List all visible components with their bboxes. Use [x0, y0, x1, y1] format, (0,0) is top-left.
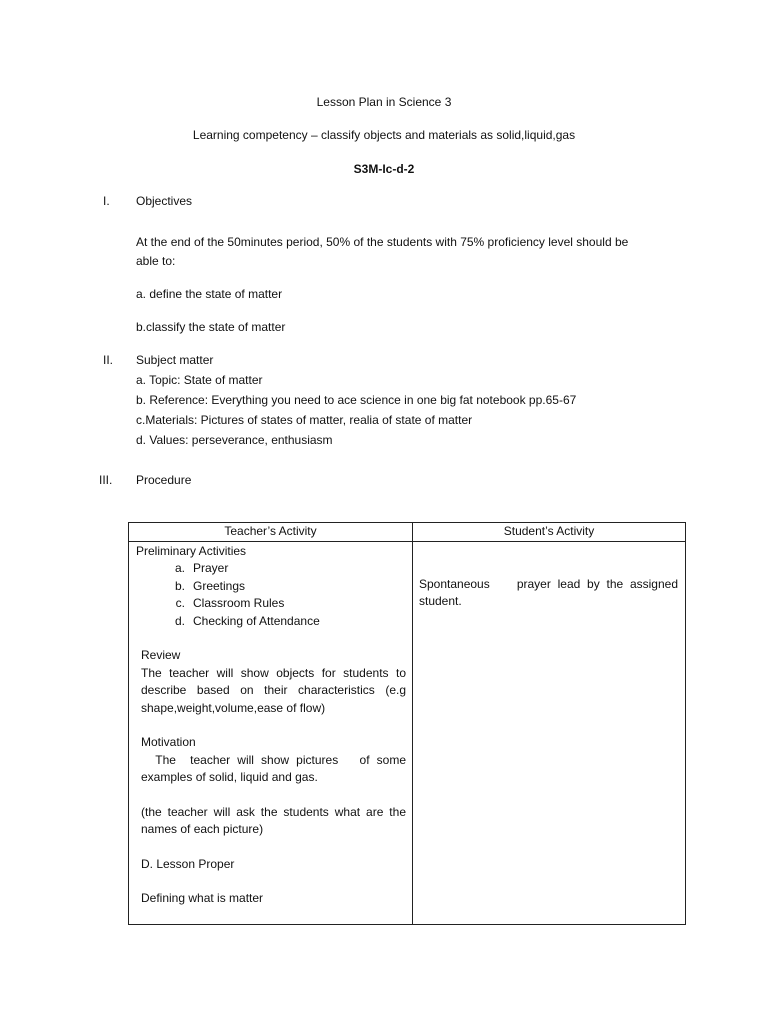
activity-table	[128, 522, 686, 925]
lesson-proper-heading: D. Lesson Proper	[141, 856, 235, 871]
objectives-intro-line2: able to:	[136, 254, 176, 268]
student-activity-header: Student’s Activity	[413, 523, 686, 542]
teacher-activity-header: Teacher’s Activity	[129, 523, 413, 542]
review-text: The teacher will show objects for students to describe based on their characteristics (e.g shape,weight,volume,ease of flow)	[141, 665, 406, 715]
subject-materials: c.Materials: Pictures of states of matter, realia of state of matter	[136, 413, 473, 427]
defining-matter: Defining what is matter	[141, 891, 264, 905]
learning-competency: Learning competency – classify objects and materials as solid,liquid,gas	[192, 128, 576, 142]
subject-matter-heading: Subject matter	[136, 353, 214, 367]
preliminary-activities: Preliminary Activities	[136, 543, 247, 558]
objectives-numeral: I.	[103, 194, 110, 208]
prayer-response: Spontaneous prayer lead by the assigned student.	[419, 576, 682, 608]
competency-code: S3M-Ic-d-2	[353, 162, 415, 176]
objectives-intro-line1: At the end of the 50minutes period, 50% of the students with 75% proficiency level should be	[136, 235, 629, 249]
objectives-heading: Objectives	[136, 194, 193, 208]
ask-students-text: (the teacher will ask the students what are the names of each picture)	[141, 804, 406, 836]
motivation-heading: Motivation	[141, 735, 196, 749]
student-activity-cell	[413, 541, 686, 925]
teacher-activity-cell	[129, 541, 413, 925]
review-heading: Review	[141, 648, 181, 662]
table-header-row	[129, 523, 686, 542]
list-item: c. Classroom Rules	[175, 596, 285, 610]
subject-topic: a. Topic: State of matter	[136, 373, 263, 387]
subject-matter-numeral: II.	[103, 353, 114, 367]
procedure-numeral: III.	[99, 473, 113, 487]
subject-reference: b. Reference: Everything you need to ace science in one big fat notebook pp.65-67	[136, 393, 577, 407]
objective-item-b: b.classify the state of matter	[136, 320, 286, 334]
subject-values: d. Values: perseverance, enthusiasm	[136, 433, 333, 447]
list-item: a. Prayer	[174, 561, 229, 575]
motivation-text: The teacher will show pictures of some examples of solid, liquid and gas.	[141, 752, 410, 784]
procedure-heading: Procedure	[136, 473, 192, 487]
lesson-title: Lesson Plan in Science 3	[316, 95, 452, 109]
objective-item-a: a. define the state of matter	[136, 287, 283, 301]
table-row	[129, 541, 686, 925]
list-item: d. Checking of Attendance	[174, 613, 320, 628]
list-item: b. Greetings	[174, 578, 246, 593]
